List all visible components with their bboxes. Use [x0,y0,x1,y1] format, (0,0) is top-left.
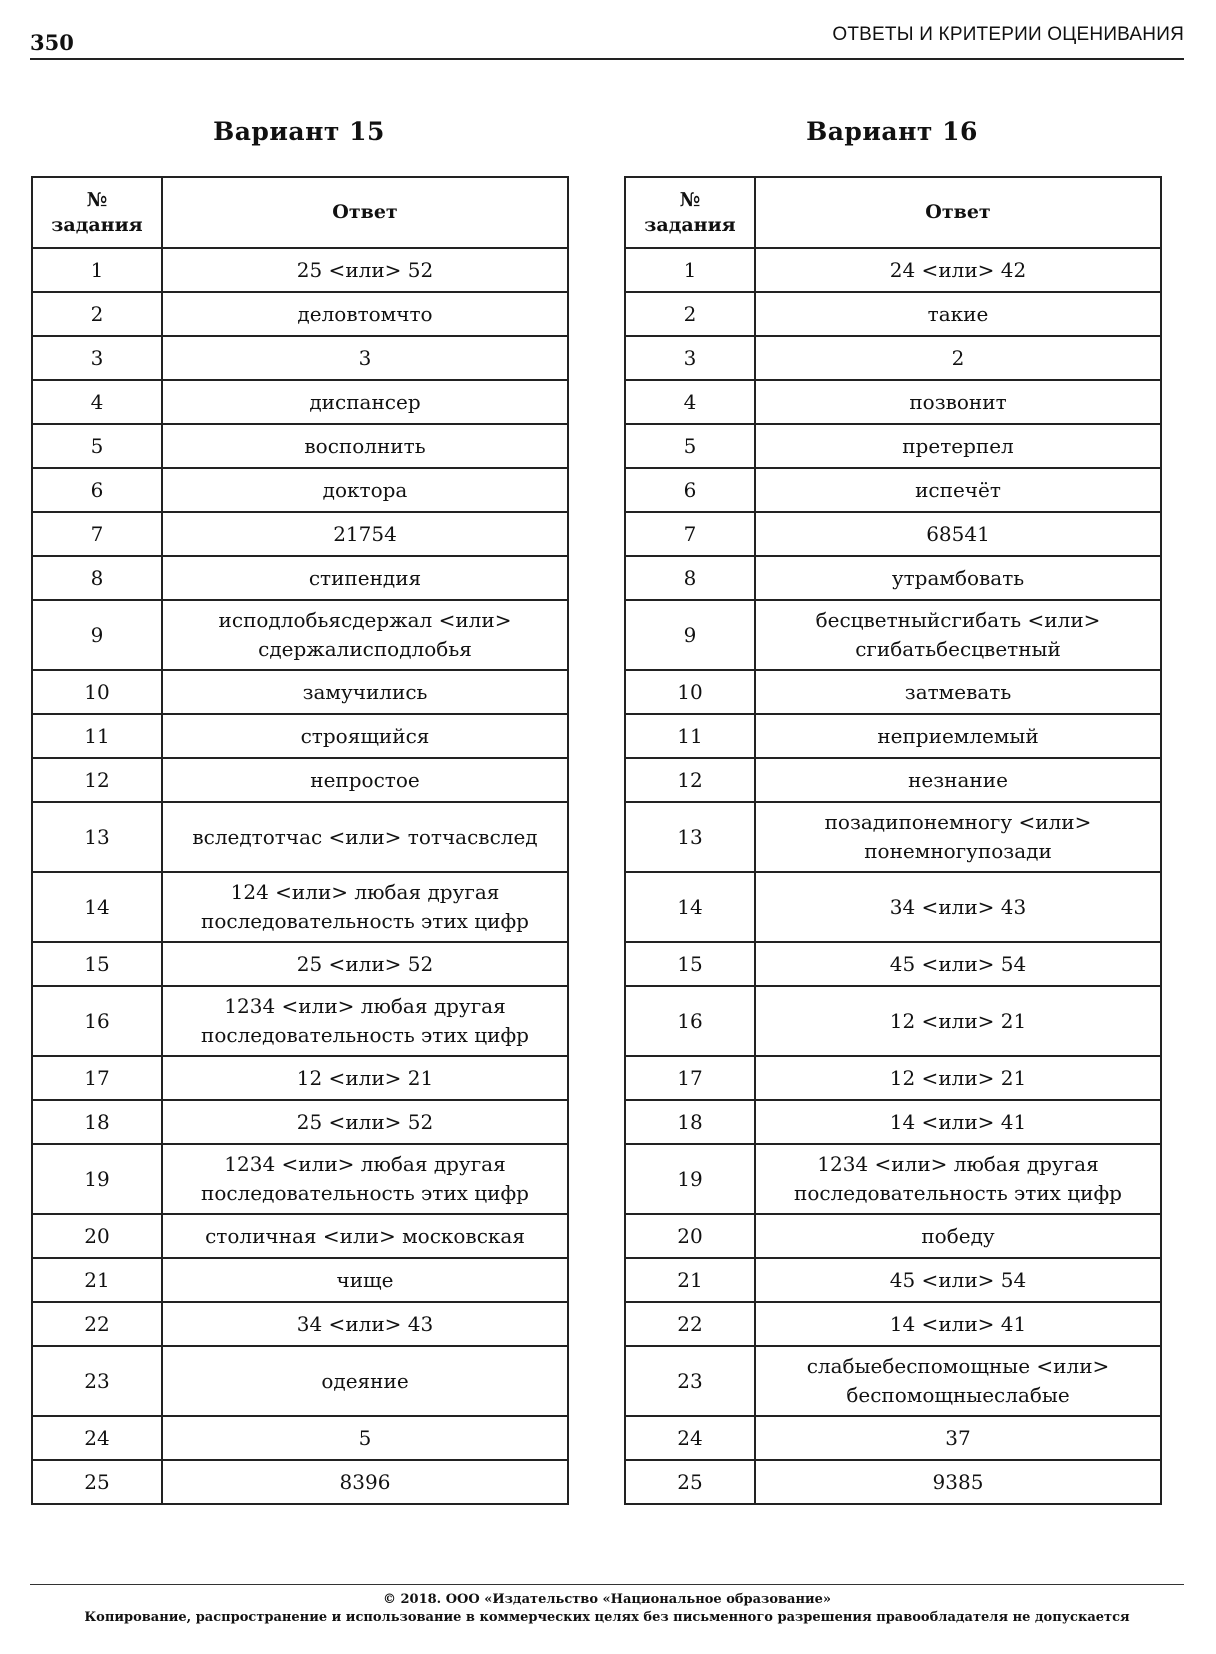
answers-body [32,248,568,1504]
table-row [625,336,1161,380]
task-number: 21 [32,1258,162,1302]
task-number: 21 [625,1258,755,1302]
task-number: 2 [625,292,755,336]
task-answer: непростое [162,758,568,802]
task-answer: победу [755,1214,1161,1258]
task-answer: претерпел [755,424,1161,468]
table-row [625,758,1161,802]
table-row [625,248,1161,292]
task-number: 19 [625,1144,755,1214]
variant-16 [624,112,1160,1505]
table-row [32,468,568,512]
task-number: 20 [32,1214,162,1258]
task-number: 18 [625,1100,755,1144]
task-number: 6 [625,468,755,512]
task-number: 12 [32,758,162,802]
table-row [32,424,568,468]
task-number: 11 [32,714,162,758]
table-row [625,1302,1161,1346]
task-answer: 24 <или> 42 [755,248,1161,292]
task-number: 9 [625,600,755,670]
task-answer: замучились [162,670,568,714]
table-row [625,714,1161,758]
table-row [32,1302,568,1346]
task-answer: незнание [755,758,1161,802]
task-number: 1 [625,248,755,292]
task-answer: позадипонемногу <или> понемногупозади [755,802,1161,872]
table-row [625,872,1161,942]
table-row [32,872,568,942]
footer [30,1591,1184,1627]
table-row [32,336,568,380]
variant-title: Вариант 16 [806,117,978,146]
table-row [625,380,1161,424]
task-answer: 8396 [162,1460,568,1504]
task-answer: 12 <или> 21 [755,1056,1161,1100]
task-number: 6 [32,468,162,512]
task-number: 10 [625,670,755,714]
table-row [625,1346,1161,1416]
table-row [32,1100,568,1144]
task-answer: исподлобьясдержал <или> сдержалисподлобья [162,600,568,670]
column-header-answer: Ответ [162,177,568,248]
table-row [32,1460,568,1504]
task-answer: 124 <или> любая другая последовательность этих цифр [162,872,568,942]
task-answer: доктора [162,468,568,512]
task-answer: восполнить [162,424,568,468]
variant-15 [31,112,567,1505]
task-answer: деловтомчто [162,292,568,336]
task-answer: испечёт [755,468,1161,512]
table-row [625,670,1161,714]
task-answer: 3 [162,336,568,380]
task-number: 22 [32,1302,162,1346]
table-row [32,600,568,670]
task-answer: 12 <или> 21 [162,1056,568,1100]
task-answer: 34 <или> 43 [755,872,1161,942]
task-number: 15 [32,942,162,986]
header-rule [30,58,1184,60]
task-answer: слабыебеспомощные <или> беспомощныеслабые [755,1346,1161,1416]
table-row [625,1214,1161,1258]
table-row [625,1258,1161,1302]
task-number: 24 [625,1416,755,1460]
task-number: 17 [32,1056,162,1100]
column-header-number: № задания [625,177,755,248]
task-number: 5 [32,424,162,468]
task-number: 13 [625,802,755,872]
table-row [32,380,568,424]
task-number: 8 [625,556,755,600]
task-answer: 25 <или> 52 [162,248,568,292]
task-number: 18 [32,1100,162,1144]
table-row [32,714,568,758]
task-number: 20 [625,1214,755,1258]
table-row [625,600,1161,670]
task-answer: диспансер [162,380,568,424]
task-number: 8 [32,556,162,600]
table-row [625,1460,1161,1504]
task-number: 13 [32,802,162,872]
table-row [625,1056,1161,1100]
task-number: 7 [625,512,755,556]
table-row [32,1144,568,1214]
task-answer: утрамбовать [755,556,1161,600]
task-answer: 25 <или> 52 [162,942,568,986]
table-row [625,1100,1161,1144]
task-answer: бесцветныйсгибать <или> сгибатьбесцветный [755,600,1161,670]
task-number: 22 [625,1302,755,1346]
task-answer: 34 <или> 43 [162,1302,568,1346]
table-row [32,292,568,336]
table-row [32,1258,568,1302]
table-row [625,942,1161,986]
task-number: 4 [32,380,162,424]
table-row [32,1346,568,1416]
task-answer: 45 <или> 54 [755,1258,1161,1302]
table-row [32,986,568,1056]
task-number: 14 [625,872,755,942]
table-row [625,802,1161,872]
task-answer: неприемлемый [755,714,1161,758]
task-answer: 12 <или> 21 [755,986,1161,1056]
task-number: 1 [32,248,162,292]
page-number: 350 [30,30,74,55]
footer-notice: Копирование, распространение и использование в коммерческих целях без письменного разрешения правообладателя не допускается [84,1610,1130,1625]
task-number: 9 [32,600,162,670]
task-answer: 45 <или> 54 [755,942,1161,986]
task-answer: 37 [755,1416,1161,1460]
footer-rule [30,1584,1184,1585]
table-row [32,1416,568,1460]
task-answer: 14 <или> 41 [755,1302,1161,1346]
task-answer: позвонит [755,380,1161,424]
task-number: 25 [32,1460,162,1504]
table-row [32,556,568,600]
task-number: 16 [625,986,755,1056]
task-answer: 9385 [755,1460,1161,1504]
table-row [32,802,568,872]
table-row [32,942,568,986]
task-answer: 68541 [755,512,1161,556]
footer-copyright: © 2018. ООО «Издательство «Национальное образование» [382,1592,832,1607]
task-answer: одеяние [162,1346,568,1416]
table-row [625,986,1161,1056]
task-answer: 2 [755,336,1161,380]
task-answer: чище [162,1258,568,1302]
task-number: 4 [625,380,755,424]
task-answer: такие [755,292,1161,336]
task-number: 3 [32,336,162,380]
task-number: 10 [32,670,162,714]
task-number: 19 [32,1144,162,1214]
answers-body [625,248,1161,1504]
task-number: 23 [625,1346,755,1416]
table-row [625,1144,1161,1214]
answers-table [31,176,569,1505]
task-number: 14 [32,872,162,942]
table-row [625,556,1161,600]
task-number: 16 [32,986,162,1056]
table-row [32,1214,568,1258]
task-answer: вследтотчас <или> тотчасвслед [162,802,568,872]
running-head: ОТВЕТЫ И КРИТЕРИИ ОЦЕНИВАНИЯ [832,24,1184,45]
table-row [625,512,1161,556]
table-row [32,512,568,556]
task-answer: 5 [162,1416,568,1460]
task-answer: 21754 [162,512,568,556]
task-number: 7 [32,512,162,556]
table-row [32,758,568,802]
table-row [625,468,1161,512]
task-answer: 1234 <или> любая другая последовательность этих цифр [162,986,568,1056]
task-answer: 25 <или> 52 [162,1100,568,1144]
task-number: 11 [625,714,755,758]
task-number: 17 [625,1056,755,1100]
variant-title: Вариант 15 [213,117,385,146]
task-number: 23 [32,1346,162,1416]
answers-table [624,176,1162,1505]
task-answer: затмевать [755,670,1161,714]
column-header-number: № задания [32,177,162,248]
task-answer: 14 <или> 41 [755,1100,1161,1144]
table-row [625,1416,1161,1460]
task-answer: стипендия [162,556,568,600]
task-number: 2 [32,292,162,336]
task-answer: 1234 <или> любая другая последовательность этих цифр [755,1144,1161,1214]
table-row [32,248,568,292]
task-answer: строящийся [162,714,568,758]
table-row [32,670,568,714]
task-number: 5 [625,424,755,468]
task-number: 24 [32,1416,162,1460]
task-number: 25 [625,1460,755,1504]
column-header-answer: Ответ [755,177,1161,248]
table-row [625,292,1161,336]
task-answer: столичная <или> московская [162,1214,568,1258]
task-number: 15 [625,942,755,986]
table-row [625,424,1161,468]
task-number: 3 [625,336,755,380]
table-row [32,1056,568,1100]
task-answer: 1234 <или> любая другая последовательность этих цифр [162,1144,568,1214]
task-number: 12 [625,758,755,802]
